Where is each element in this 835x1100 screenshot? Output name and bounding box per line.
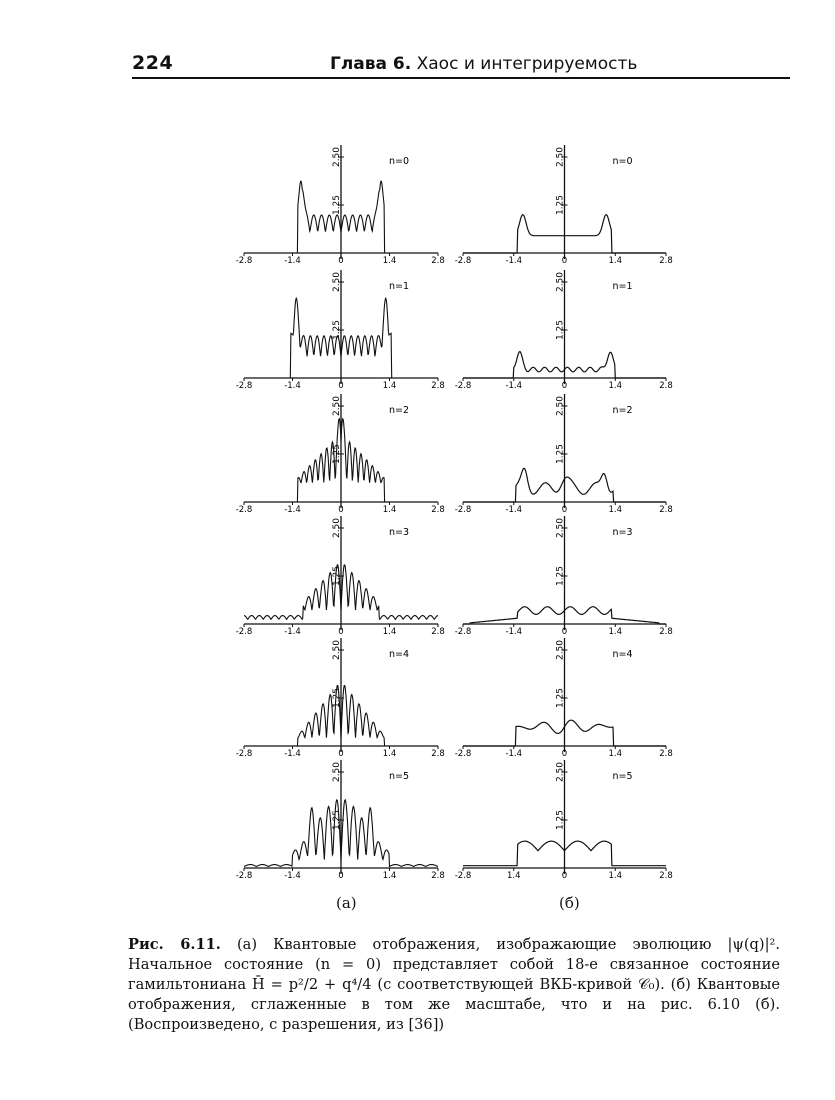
plot-b-1-xtick-label: 1.4 xyxy=(608,381,623,391)
plot-a-0-ytick-label: 2.50 xyxy=(332,146,342,168)
plot-b-5-label: n=5 xyxy=(612,771,633,782)
plot-b-5-xtick-label: 1.4 xyxy=(506,871,521,881)
plot-a-3-xtick-label: -2.8 xyxy=(235,627,253,637)
plot-b-5-xtick-label: 0 xyxy=(561,871,568,881)
plot-a-1-xtick-label: -1.4 xyxy=(284,381,301,391)
plot-a-5-ytick-label: 2.50 xyxy=(332,761,342,783)
plot-b-4-xtick-label: -1.4 xyxy=(505,749,523,759)
plot-a-4-ytick-label: 2.50 xyxy=(332,639,342,661)
plot-a-4-xtick-label: 2.8 xyxy=(431,749,445,759)
plot-b-0-ytick-label: 1.25 xyxy=(555,194,566,216)
plot-a-1-xtick-label: 1.4 xyxy=(382,381,397,391)
plot-b-4-xtick-label: 0 xyxy=(561,749,568,759)
plot-a-2-xtick-label: 2.8 xyxy=(431,505,445,515)
plot-a-1-xtick-label: 2.8 xyxy=(431,381,445,391)
panel-label-b: (б) xyxy=(559,894,580,912)
plot-b-3-label: n=3 xyxy=(612,527,633,538)
plot-a-3-xtick-label: -1.4 xyxy=(284,627,301,637)
plot-a-2-label: n=2 xyxy=(389,405,410,416)
plot-b-2-ytick-label: 1.25 xyxy=(555,443,566,465)
plot-b-3-xtick-label: -2.8 xyxy=(454,627,472,637)
plot-b-0-xtick-label: 0 xyxy=(561,256,568,266)
plot-b-3-xtick-label: -1.4 xyxy=(505,627,523,637)
caption-figure-label: Рис. 6.11. xyxy=(128,936,221,953)
plot-b-5-xtick-label: 2.8 xyxy=(659,871,673,881)
plot-a-1-xtick-label: -2.8 xyxy=(235,381,253,391)
plot-b-4-ytick-label: 2.50 xyxy=(555,639,566,661)
plot-b-4-label: n=4 xyxy=(612,649,633,660)
plot-a-2-ytick-label: 1.25 xyxy=(332,443,342,465)
plot-b-1-xtick-label: -2.8 xyxy=(454,381,472,391)
plot-b-3-ytick-label: 1.25 xyxy=(555,565,566,587)
plot-a-3-ytick-label: 2.50 xyxy=(332,517,342,539)
plot-a-4-label: n=4 xyxy=(389,649,410,660)
plot-b-0-label: n=0 xyxy=(612,156,633,167)
plot-b-4-xtick-label: -2.8 xyxy=(454,749,472,759)
plot-a-4-xtick-label: 1.4 xyxy=(382,749,397,759)
plot-a-2-ytick-label: 2.50 xyxy=(332,395,342,417)
plot-b-5-ytick-label: 2.50 xyxy=(555,761,566,783)
plot-a-5-xtick-label: -1.4 xyxy=(284,871,301,881)
plot-a-0-xtick-label: 2.8 xyxy=(431,256,445,266)
chapter-title: Хаос и интегрируемость xyxy=(416,54,638,74)
plot-b-2-xtick-label: 1.4 xyxy=(608,505,623,515)
plot-b-2-xtick-label: -2.8 xyxy=(454,505,472,515)
plot-a-5-label: n=5 xyxy=(389,771,410,782)
plot-b-0-xtick-label: -2.8 xyxy=(454,256,472,266)
plot-a-3-xtick-label: 1.4 xyxy=(382,627,397,637)
plot-a-1-label: n=1 xyxy=(389,281,410,292)
plot-b-2-xtick-label: 0 xyxy=(561,505,568,515)
plot-a-3-ytick-label: 1.25 xyxy=(332,565,342,587)
plot-b-0-ytick-label: 2.50 xyxy=(555,146,566,168)
plot-b-0-xtick-label: 2.8 xyxy=(659,256,673,266)
plot-a-5-ytick-label: 1.25 xyxy=(332,809,342,831)
plot-b-3-xtick-label: 0 xyxy=(561,627,568,637)
plot-a-5-xtick-label: 2.8 xyxy=(431,871,445,881)
page-number: 224 xyxy=(132,52,174,74)
plot-a-2-xtick-label: -2.8 xyxy=(235,505,253,515)
plot-b-3-xtick-label: 2.8 xyxy=(659,627,673,637)
plot-b-4-xtick-label: 1.4 xyxy=(608,749,623,759)
plot-b-1-ytick-label: 1.25 xyxy=(555,319,566,341)
plot-b-1-xtick-label: 2.8 xyxy=(659,381,673,391)
plot-b-3-xtick-label: 1.4 xyxy=(608,627,623,637)
plot-b-4-ytick-label: 1.25 xyxy=(555,687,566,709)
plot-b-2-xtick-label: 2.8 xyxy=(659,505,673,515)
plot-b-5-ytick-label: 1.25 xyxy=(555,809,566,831)
plot-b-1-xtick-label: 0 xyxy=(561,381,568,391)
plot-a-1-ytick-label: 1.25 xyxy=(332,319,342,341)
plot-a-2-xtick-label: -1.4 xyxy=(284,505,301,515)
plot-a-1-xtick-label: 0 xyxy=(338,381,344,391)
plot-a-3-label: n=3 xyxy=(389,527,410,538)
plot-b-1-xtick-label: -1.4 xyxy=(505,381,523,391)
plot-b-5-xtick-label: 1.4 xyxy=(608,871,623,881)
plot-b-2-label: n=2 xyxy=(612,405,633,416)
plot-a-5-xtick-label: -2.8 xyxy=(235,871,253,881)
caption-text: (а) Квантовые отображения, изображающие эволюцию |ψ(q)|². Начальное состояние (n = 0) представляет собой 18-е связанное состояние гамильтониана H̄ = p²/2 + q⁴/4 (с соответствующей ВКБ-кривой 𝒞₀). (б) Квантовые отображения, сглаженные в том же масштабе, что и на рис. 6.10 (б). (Воспроизведено, с разрешения, из [36]) xyxy=(128,936,780,1033)
plot-a-0-xtick-label: -2.8 xyxy=(235,256,253,266)
plot-a-5-xtick-label: 0 xyxy=(338,871,344,881)
plot-b-2-xtick-label: -1.4 xyxy=(505,505,523,515)
panel-label-a: (а) xyxy=(336,894,357,912)
plot-b-4-xtick-label: 2.8 xyxy=(659,749,673,759)
plot-a-0-label: n=0 xyxy=(389,156,410,167)
plot-a-3-xtick-label: 0 xyxy=(338,627,344,637)
plot-a-5-xtick-label: 1.4 xyxy=(382,871,397,881)
plot-a-0-xtick-label: 0 xyxy=(338,256,344,266)
figure-caption xyxy=(128,935,780,1035)
plot-b-2-ytick-label: 2.50 xyxy=(555,395,566,417)
plot-a-4-xtick-label: 0 xyxy=(338,749,344,759)
plot-a-4-xtick-label: -1.4 xyxy=(284,749,301,759)
plot-a-0-xtick-label: -1.4 xyxy=(284,256,301,266)
plot-a-2-xtick-label: 0 xyxy=(338,505,344,515)
plot-a-0-ytick-label: 1.25 xyxy=(332,194,342,216)
chapter-label: Глава 6. xyxy=(330,54,412,74)
plot-b-0-xtick-label: 1.4 xyxy=(608,256,623,266)
plot-b-0-xtick-label: -1.4 xyxy=(505,256,523,266)
plot-b-3-ytick-label: 2.50 xyxy=(555,517,566,539)
plot-a-1-ytick-label: 2.50 xyxy=(332,271,342,293)
plot-a-0-xtick-label: 1.4 xyxy=(382,256,397,266)
plot-b-1-label: n=1 xyxy=(612,281,633,292)
plot-a-3-xtick-label: 2.8 xyxy=(431,627,445,637)
plot-a-4-xtick-label: -2.8 xyxy=(235,749,253,759)
plot-b-1-ytick-label: 2.50 xyxy=(555,271,566,293)
plot-a-2-xtick-label: 1.4 xyxy=(382,505,397,515)
plot-a-4-ytick-label: 1.25 xyxy=(332,687,342,709)
plot-b-5-xtick-label: -2.8 xyxy=(454,871,472,881)
